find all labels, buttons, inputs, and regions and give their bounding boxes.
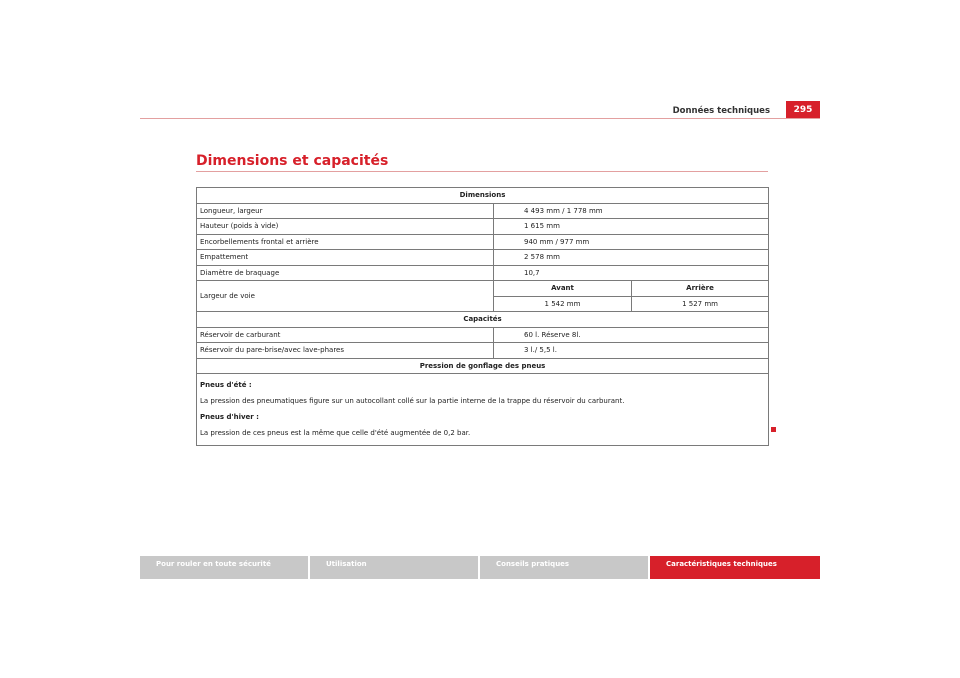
table-row [197, 250, 769, 266]
row-label: Empattement [197, 250, 494, 266]
row-value: 940 mm / 977 mm [494, 234, 769, 250]
track-front-value: 1 542 mm [494, 296, 632, 312]
row-value: 2 578 mm [494, 250, 769, 266]
row-value: 60 l. Réserve 8l. [494, 327, 769, 343]
nav-tab-securite[interactable]: Pour rouler en toute sécurité [140, 556, 308, 579]
track-width-label: Largeur de voie [197, 281, 494, 312]
row-value: 3 l./ 5,5 l. [494, 343, 769, 359]
row-label: Encorbellements frontal et arrière [197, 234, 494, 250]
table-row [197, 327, 769, 343]
row-value: 4 493 mm / 1 778 mm [494, 203, 769, 219]
winter-tires-text: La pression de ces pneus est la même que celle d'été augmentée de 0,2 bar. [200, 429, 471, 437]
winter-tires-label: Pneus d'hiver : [200, 413, 259, 421]
row-label: Hauteur (poids à vide) [197, 219, 494, 235]
table-row [197, 203, 769, 219]
row-value: 10,7 [494, 265, 769, 281]
row-label: Réservoir du pare-brise/avec lave-phares [197, 343, 494, 359]
summer-tires-label: Pneus d'été : [200, 381, 252, 389]
row-label: Diamètre de braquage [197, 265, 494, 281]
table-row [197, 358, 769, 374]
table-row [197, 374, 769, 446]
table-row [197, 281, 769, 297]
table-row [197, 265, 769, 281]
footer-navigation [140, 556, 820, 579]
table-row [197, 219, 769, 235]
specifications-table [196, 187, 769, 446]
summer-tires-text: La pression des pneumatiques figure sur un autocollant collé sur la partie interne de la trappe du réservoir du carburant. [200, 397, 625, 405]
track-rear-value: 1 527 mm [632, 296, 769, 312]
header-divider [140, 118, 820, 119]
capacities-heading: Capacités [197, 312, 769, 328]
table-row [197, 234, 769, 250]
tire-pressure-heading: Pression de gonflage des pneus [197, 358, 769, 374]
nav-tab-utilisation[interactable]: Utilisation [310, 556, 478, 579]
table-row [197, 188, 769, 204]
table-row [197, 312, 769, 328]
nav-tab-conseils[interactable]: Conseils pratiques [480, 556, 648, 579]
section-end-marker [771, 427, 776, 432]
page-number-badge: 295 [786, 101, 820, 119]
row-label: Réservoir de carburant [197, 327, 494, 343]
track-front-header: Avant [494, 281, 632, 297]
section-divider [196, 171, 768, 172]
nav-tab-caracteristiques[interactable]: Caractéristiques techniques [650, 556, 820, 579]
page-header-title: Données techniques [672, 106, 770, 116]
row-value: 1 615 mm [494, 219, 769, 235]
section-title: Dimensions et capacités [196, 153, 389, 169]
row-label: Longueur, largeur [197, 203, 494, 219]
dimensions-heading: Dimensions [197, 188, 769, 204]
table-row [197, 343, 769, 359]
track-rear-header: Arrière [632, 281, 769, 297]
tire-pressure-notes [197, 374, 769, 446]
